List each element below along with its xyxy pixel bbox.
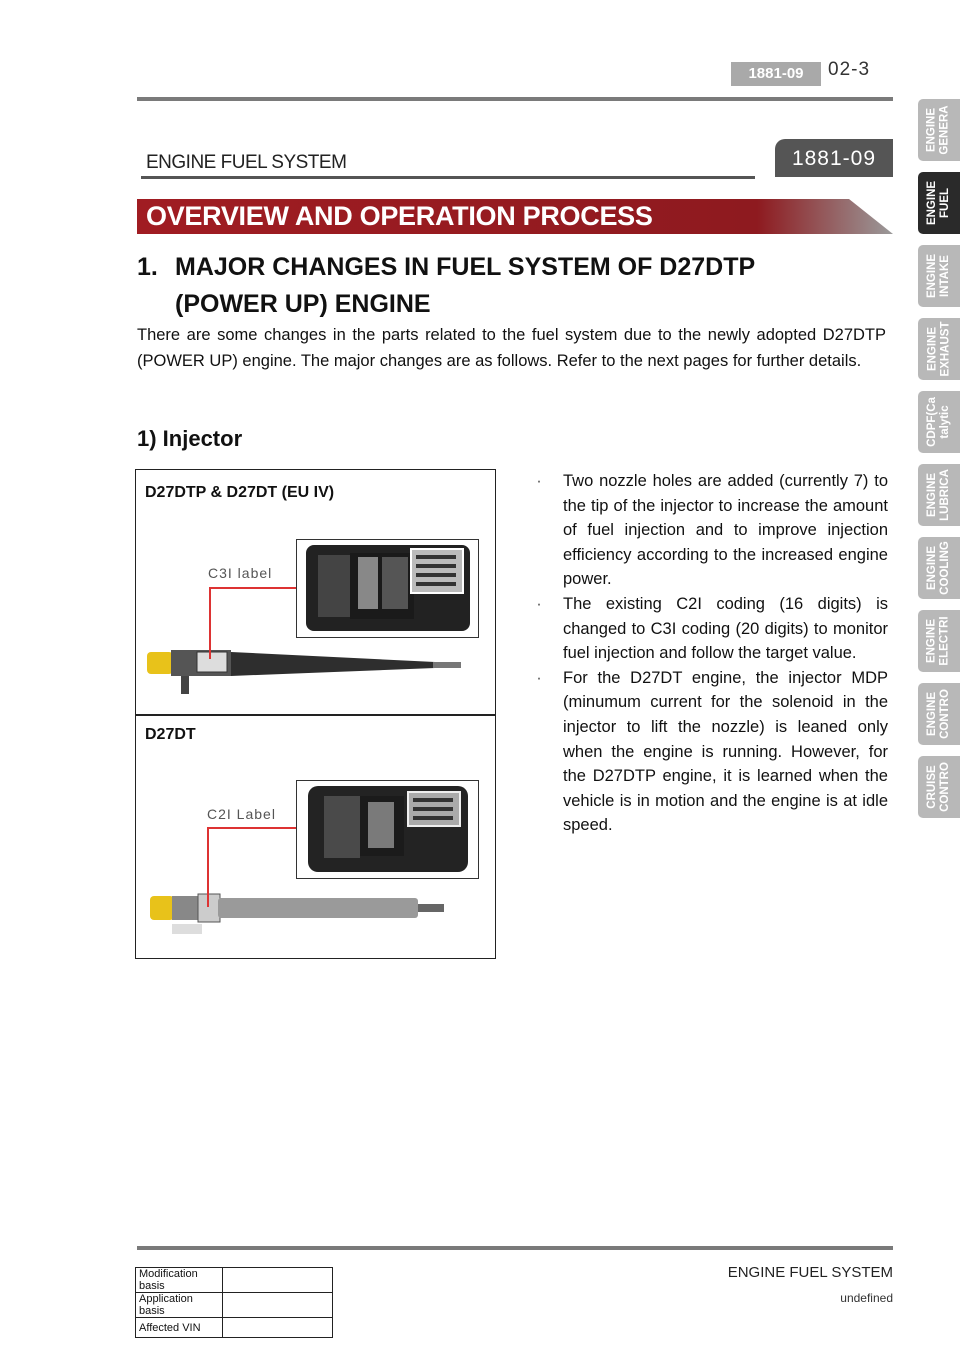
tab-cruise-control[interactable] [918,756,960,818]
figure-divider [135,714,496,716]
c2i-label-photo [296,780,479,879]
bullet-marker: · [536,594,542,613]
tab-engine-exhaust[interactable] [918,318,960,380]
tab-label: ENGINE FUEL [926,180,951,226]
tab-engine-intake[interactable] [918,245,960,307]
table-row [136,1318,333,1338]
bullet-text: Two nozzle holes are added (currently 7) to the tip of the injector to increase the amount of fuel injection and to improve injection efficiency according to the increased engine power. [563,472,888,589]
footer-subtitle: undefined [840,1291,893,1305]
main-heading [137,249,897,323]
bullet-text: The existing C2I coding (16 digits) is changed to C3I coding (20 digits) to monitor fuel injection and follow the target value. [563,594,888,663]
injector-bullet-list [532,469,888,838]
bullet-marker: · [536,668,542,687]
callout-line-top-h [209,587,296,589]
figure-label-bottom: D27DT [145,726,196,743]
c3i-label-photo [296,539,479,638]
tab-engine-control[interactable] [918,683,960,745]
footer-title: ENGINE FUEL SYSTEM [727,1264,893,1281]
list-item [532,592,888,666]
intro-paragraph: There are some changes in the parts related to the fuel system due to the newly adopted D27DTP (POWER UP) engine. The major changes are as follows. Refer to the next pages for further details. [137,326,886,370]
tab-engine-fuel[interactable] [918,172,960,234]
tab-label: CDPF(Ca talytic [926,397,951,447]
table-cell: Affected VIN [136,1318,223,1338]
figure-label-top: D27DTP & D27DT (EU IV) [145,484,335,501]
tab-label: ENGINE COOLING [926,541,952,595]
callout-line-bottom-h [207,827,296,829]
injector-c3i-drawing [145,632,465,702]
header-rule [137,97,893,101]
section-title: ENGINE FUEL SYSTEM [146,152,347,173]
callout-line-top-v [209,587,211,659]
table-cell [223,1268,333,1293]
tab-label: ENGINE EXHAUST [926,321,952,377]
revision-table [135,1267,333,1338]
footer-rule [137,1246,893,1250]
tab-label: ENGINE GENERA [926,105,952,155]
callout-c2i: C2I Label [207,806,276,822]
list-item [532,469,888,592]
heading-number: 1. [137,253,158,281]
section-rule [141,176,755,179]
tab-engine-lubrication[interactable] [918,464,960,526]
tab-engine-cooling[interactable] [918,537,960,599]
tab-label: ENGINE LUBRICA [926,469,951,521]
callout-c3i: C3I label [208,565,273,581]
heading-line-2: (POWER UP) ENGINE [175,290,431,318]
table-cell: Application basis [136,1293,223,1318]
table-row [136,1293,333,1318]
tab-cdpf[interactable] [918,391,960,453]
manual-code-badge: 1881-09 [731,62,821,86]
list-item [532,666,888,838]
section-code-badge: 1881-09 [775,139,893,177]
bullet-text: For the D27DT engine, the injector MDP (minumum current for the solenoid in the injector to lift the nozzle) is leaned only when the engine is running. However, for the D27DTP engine, it is learned when the vehicle is in motion and the engine is at idle speed. [563,668,888,835]
injector-c2i-drawing [148,880,448,950]
table-cell: Modification basis [136,1268,223,1293]
page-number: 02-3 [828,59,871,80]
tab-label: ENGINE CONTRO [926,689,951,739]
banner-text: OVERVIEW AND OPERATION PROCESS [146,201,653,231]
subheading-injector: 1) Injector [137,426,243,451]
tab-label: ENGINE INTAKE [926,253,951,299]
table-row [136,1268,333,1293]
heading-line-1: MAJOR CHANGES IN FUEL SYSTEM OF D27DTP [175,253,756,281]
table-cell [223,1318,333,1338]
tab-label: CRUISE CONTRO [926,762,951,812]
tab-engine-general[interactable] [918,99,960,161]
table-cell [223,1293,333,1318]
callout-line-bottom-v [207,827,209,907]
tab-label: ENGINE ELECTRI [926,616,952,666]
tab-engine-electrical[interactable] [918,610,960,672]
bullet-marker: · [536,472,542,490]
